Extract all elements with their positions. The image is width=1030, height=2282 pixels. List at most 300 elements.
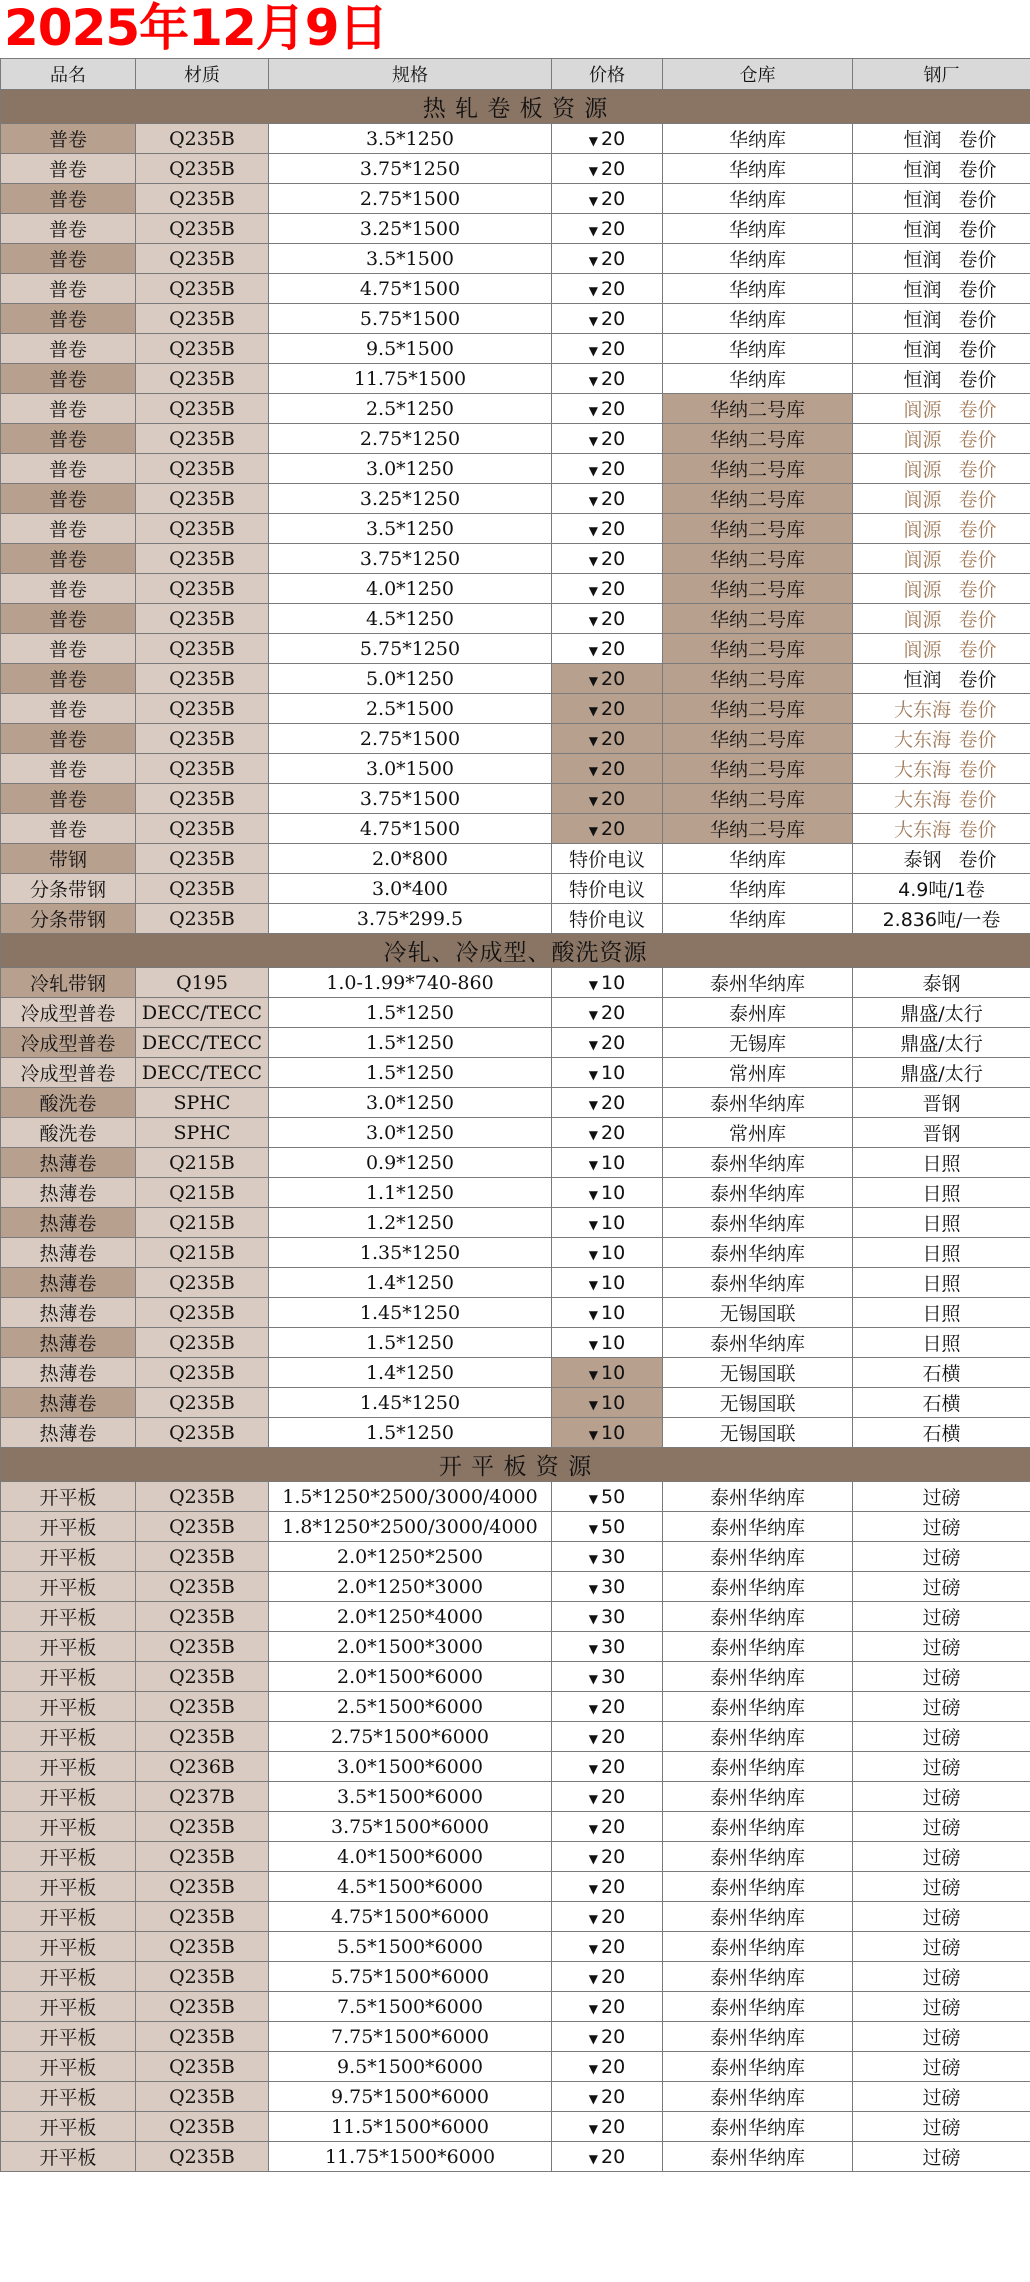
price-value: 30 (601, 1545, 626, 1568)
table-row (1, 2052, 1030, 2082)
material: Q235B (136, 124, 269, 154)
price (552, 1962, 663, 1992)
mill (853, 1058, 1030, 1088)
mill-name: 阆源 (903, 519, 942, 541)
material: DECC/TECC (136, 1028, 269, 1058)
price-value: 20 (601, 757, 626, 780)
down-arrow-icon: ▼ (588, 1307, 599, 1322)
warehouse: 华纳库 (663, 844, 853, 874)
warehouse: 华纳二号库 (663, 544, 853, 574)
price (552, 1872, 663, 1902)
table-row (1, 1298, 1030, 1328)
warehouse: 泰州华纳库 (663, 1208, 853, 1238)
warehouse: 泰州华纳库 (663, 1148, 853, 1178)
product-name: 开平板 (1, 1902, 136, 1932)
header-name: 品名 (1, 59, 136, 90)
price (552, 1512, 663, 1542)
warehouse: 泰州华纳库 (663, 1482, 853, 1512)
price-note: 卷价 (958, 489, 997, 511)
mill (853, 544, 1030, 574)
down-arrow-icon: ▼ (588, 1731, 599, 1746)
product-name: 开平板 (1, 2112, 136, 2142)
mill (853, 1932, 1030, 1962)
down-arrow-icon: ▼ (588, 493, 599, 508)
down-arrow-icon: ▼ (588, 643, 599, 658)
price-value: 10 (601, 1211, 626, 1234)
product-name: 开平板 (1, 1572, 136, 1602)
price-value: 10 (601, 1421, 626, 1444)
product-name: 热薄卷 (1, 1268, 136, 1298)
spec: 2.75*1500 (269, 184, 552, 214)
product-name: 开平板 (1, 1872, 136, 1902)
price (552, 1632, 663, 1662)
product-name: 普卷 (1, 604, 136, 634)
warehouse: 泰州华纳库 (663, 1782, 853, 1812)
mill (853, 1178, 1030, 1208)
price-value: 20 (601, 1845, 626, 1868)
mill-name: 大东海 (893, 759, 951, 781)
price-value: 10 (601, 1061, 626, 1084)
price-note: 卷价 (958, 129, 997, 151)
price-value: 10 (601, 1151, 626, 1174)
warehouse: 华纳库 (663, 214, 853, 244)
price (552, 664, 663, 694)
spec: 1.5*1250 (269, 1028, 552, 1058)
table-row (1, 1178, 1030, 1208)
warehouse: 华纳库 (663, 244, 853, 274)
price-value: 30 (601, 1605, 626, 1628)
price-value: 10 (601, 1241, 626, 1264)
price-value: 10 (601, 971, 626, 994)
warehouse: 无锡国联 (663, 1298, 853, 1328)
price-value: 10 (601, 1391, 626, 1414)
price-value: 20 (601, 1091, 626, 1114)
product-name: 普卷 (1, 634, 136, 664)
spec: 4.5*1250 (269, 604, 552, 634)
mill-name: 日照 (922, 1333, 961, 1355)
table-row (1, 1692, 1030, 1722)
mill (853, 634, 1030, 664)
spec: 1.2*1250 (269, 1208, 552, 1238)
mill-name: 恒润 (903, 189, 942, 211)
material: DECC/TECC (136, 998, 269, 1028)
price-note: 卷价 (958, 729, 997, 751)
product-name: 热薄卷 (1, 1418, 136, 1448)
table-row (1, 274, 1030, 304)
price-value: 30 (601, 1665, 626, 1688)
table-row (1, 1238, 1030, 1268)
table-row (1, 1118, 1030, 1148)
price-value: 20 (601, 607, 626, 630)
mill-name: 恒润 (903, 339, 942, 361)
table-row (1, 2112, 1030, 2142)
material: Q235B (136, 814, 269, 844)
warehouse: 华纳库 (663, 304, 853, 334)
product-name: 普卷 (1, 574, 136, 604)
product-name: 开平板 (1, 1512, 136, 1542)
page-title: 2025年12月9日 (4, 0, 388, 57)
warehouse: 泰州华纳库 (663, 1962, 853, 1992)
down-arrow-icon: ▼ (588, 373, 599, 388)
table-row (1, 214, 1030, 244)
price (552, 1088, 663, 1118)
mill (853, 1118, 1030, 1148)
spec: 3.0*1250 (269, 454, 552, 484)
mill-name: 过磅 (922, 2087, 961, 2109)
spec: 1.8*1250*2500/3000/4000 (269, 1512, 552, 1542)
spec: 4.0*1500*6000 (269, 1842, 552, 1872)
price (552, 1662, 663, 1692)
spec: 3.75*1250 (269, 154, 552, 184)
mill-name: 大东海 (893, 789, 951, 811)
price (552, 2142, 663, 2172)
mill-name: 大东海 (893, 819, 951, 841)
table-row (1, 1388, 1030, 1418)
table-row (1, 1842, 1030, 1872)
price-value: 20 (601, 2085, 626, 2108)
spec: 5.5*1500*6000 (269, 1932, 552, 1962)
warehouse: 华纳库 (663, 154, 853, 184)
warehouse: 华纳库 (663, 904, 853, 934)
price-note: 卷价 (958, 789, 997, 811)
spec: 2.0*1500*6000 (269, 1662, 552, 1692)
table-row (1, 1512, 1030, 1542)
mill-name: 阆源 (903, 459, 942, 481)
product-name: 热薄卷 (1, 1388, 136, 1418)
down-arrow-icon: ▼ (588, 673, 599, 688)
down-arrow-icon: ▼ (588, 1427, 599, 1442)
material: Q215B (136, 1238, 269, 1268)
table-row (1, 664, 1030, 694)
header-mill: 钢厂 (853, 59, 1030, 90)
spec: 3.0*1500*6000 (269, 1752, 552, 1782)
mill (853, 1902, 1030, 1932)
spec: 2.0*1250*3000 (269, 1572, 552, 1602)
mill-name: 日照 (922, 1153, 961, 1175)
price-value: 20 (601, 637, 626, 660)
material: Q235B (136, 2082, 269, 2112)
section-header (1, 90, 1030, 124)
material: Q235B (136, 1902, 269, 1932)
mill-name: 过磅 (922, 2147, 961, 2169)
price (552, 1782, 663, 1812)
material: Q235B (136, 1602, 269, 1632)
mill (853, 1542, 1030, 1572)
product-name: 热薄卷 (1, 1178, 136, 1208)
mill-name: 日照 (922, 1213, 961, 1235)
price-note: 卷价 (958, 219, 997, 241)
price-value: 20 (601, 667, 626, 690)
down-arrow-icon: ▼ (588, 2091, 599, 2106)
mill (853, 1328, 1030, 1358)
down-arrow-icon: ▼ (588, 133, 599, 148)
spec: 11.5*1500*6000 (269, 2112, 552, 2142)
mill-name: 过磅 (922, 1547, 961, 1569)
price-value: 10 (601, 1361, 626, 1384)
material: Q235B (136, 544, 269, 574)
warehouse: 华纳二号库 (663, 724, 853, 754)
warehouse: 泰州华纳库 (663, 1722, 853, 1752)
mill (853, 1722, 1030, 1752)
down-arrow-icon: ▼ (588, 1821, 599, 1836)
price-note: 卷价 (958, 429, 997, 451)
table-row (1, 2142, 1030, 2172)
product-name: 普卷 (1, 274, 136, 304)
warehouse: 华纳二号库 (663, 754, 853, 784)
price-value: 10 (601, 1181, 626, 1204)
warehouse: 华纳二号库 (663, 514, 853, 544)
product-name: 普卷 (1, 724, 136, 754)
mill-name: 日照 (922, 1183, 961, 1205)
product-name: 普卷 (1, 484, 136, 514)
product-name: 普卷 (1, 394, 136, 424)
price-value: 20 (601, 1031, 626, 1054)
mill-name: 阆源 (903, 639, 942, 661)
warehouse: 泰州华纳库 (663, 968, 853, 998)
spec: 1.35*1250 (269, 1238, 552, 1268)
mill-name: 过磅 (922, 1997, 961, 2019)
product-name: 开平板 (1, 1992, 136, 2022)
mill-name: 阆源 (903, 609, 942, 631)
material: Q235B (136, 454, 269, 484)
mill (853, 1872, 1030, 1902)
material: Q215B (136, 1148, 269, 1178)
table-row (1, 1872, 1030, 1902)
price (552, 124, 663, 154)
product-name: 开平板 (1, 2142, 136, 2172)
spec: 4.75*1500 (269, 274, 552, 304)
table-row (1, 1902, 1030, 1932)
material: Q235B (136, 2022, 269, 2052)
price-value: 20 (601, 2055, 626, 2078)
mill-name: 石横 (922, 1393, 961, 1415)
price: 特价电议 (552, 874, 663, 904)
spec: 1.5*1250*2500/3000/4000 (269, 1482, 552, 1512)
price (552, 694, 663, 724)
price (552, 754, 663, 784)
price-value: 20 (601, 187, 626, 210)
down-arrow-icon: ▼ (588, 1397, 599, 1412)
mill (853, 1962, 1030, 1992)
material: Q235B (136, 604, 269, 634)
mill-name: 恒润 (903, 309, 942, 331)
warehouse: 华纳二号库 (663, 484, 853, 514)
warehouse: 泰州华纳库 (663, 2052, 853, 2082)
price-note: 卷价 (958, 759, 997, 781)
mill-name: 石横 (922, 1423, 961, 1445)
material: SPHC (136, 1088, 269, 1118)
price-value: 20 (601, 217, 626, 240)
mill-name: 过磅 (922, 1667, 961, 1689)
material: Q235B (136, 1722, 269, 1752)
price (552, 1692, 663, 1722)
warehouse: 华纳二号库 (663, 574, 853, 604)
price (552, 1842, 663, 1872)
table-row (1, 998, 1030, 1028)
mill (853, 334, 1030, 364)
product-name: 开平板 (1, 2022, 136, 2052)
down-arrow-icon: ▼ (588, 1187, 599, 1202)
spec: 2.0*1500*3000 (269, 1632, 552, 1662)
material: Q235B (136, 1932, 269, 1962)
down-arrow-icon: ▼ (588, 1881, 599, 1896)
price (552, 968, 663, 998)
price-value: 20 (601, 277, 626, 300)
price (552, 2052, 663, 2082)
warehouse: 华纳库 (663, 874, 853, 904)
price (552, 1208, 663, 1238)
product-name: 开平板 (1, 1962, 136, 1992)
material: Q235B (136, 1992, 269, 2022)
price-value: 20 (601, 1725, 626, 1748)
down-arrow-icon: ▼ (588, 1277, 599, 1292)
warehouse: 泰州华纳库 (663, 1572, 853, 1602)
table-row (1, 1752, 1030, 1782)
mill-name: 晋钢 (922, 1123, 961, 1145)
table-row (1, 424, 1030, 454)
table-row (1, 1482, 1030, 1512)
price-value: 20 (601, 577, 626, 600)
material: Q235B (136, 844, 269, 874)
price-note: 卷价 (958, 669, 997, 691)
mill (853, 184, 1030, 214)
price-note: 卷价 (958, 309, 997, 331)
warehouse: 泰州华纳库 (663, 2022, 853, 2052)
warehouse: 泰州华纳库 (663, 1902, 853, 1932)
price-note: 卷价 (958, 279, 997, 301)
mill (853, 304, 1030, 334)
mill-name: 过磅 (922, 1907, 961, 1929)
product-name: 酸洗卷 (1, 1118, 136, 1148)
spec: 1.0-1.99*740-860 (269, 968, 552, 998)
down-arrow-icon: ▼ (588, 1097, 599, 1112)
product-name: 带钢 (1, 844, 136, 874)
down-arrow-icon: ▼ (588, 1641, 599, 1656)
mill-name: 过磅 (922, 1817, 961, 1839)
warehouse: 泰州华纳库 (663, 1178, 853, 1208)
price (552, 724, 663, 754)
down-arrow-icon: ▼ (588, 823, 599, 838)
material: Q235B (136, 1388, 269, 1418)
mill (853, 124, 1030, 154)
price (552, 1238, 663, 1268)
material: Q235B (136, 154, 269, 184)
price-value: 30 (601, 1575, 626, 1598)
material: Q215B (136, 1208, 269, 1238)
price-value: 20 (601, 2025, 626, 2048)
price-value: 20 (601, 787, 626, 810)
spec: 1.4*1250 (269, 1358, 552, 1388)
table-row (1, 1542, 1030, 1572)
product-name: 普卷 (1, 784, 136, 814)
price (552, 2022, 663, 2052)
material: Q235B (136, 1962, 269, 1992)
spec: 9.5*1500*6000 (269, 2052, 552, 2082)
down-arrow-icon: ▼ (588, 2001, 599, 2016)
price-value: 10 (601, 1331, 626, 1354)
down-arrow-icon: ▼ (588, 1037, 599, 1052)
mill-name: 阆源 (903, 399, 942, 421)
price-value: 20 (601, 2145, 626, 2168)
down-arrow-icon: ▼ (588, 1941, 599, 1956)
down-arrow-icon: ▼ (588, 553, 599, 568)
price-value: 20 (601, 1001, 626, 1024)
mill (853, 1782, 1030, 1812)
mill-name: 过磅 (922, 1487, 961, 1509)
spec: 4.75*1500*6000 (269, 1902, 552, 1932)
product-name: 普卷 (1, 304, 136, 334)
down-arrow-icon: ▼ (588, 1247, 599, 1262)
warehouse: 泰州华纳库 (663, 1632, 853, 1662)
down-arrow-icon: ▼ (588, 1551, 599, 1566)
material: SPHC (136, 1118, 269, 1148)
price-value: 20 (601, 457, 626, 480)
price (552, 1418, 663, 1448)
mill (853, 1298, 1030, 1328)
spec: 3.25*1500 (269, 214, 552, 244)
mill-name: 大东海 (893, 729, 951, 751)
price (552, 1902, 663, 1932)
mill-name: 过磅 (922, 1937, 961, 1959)
price-value: 20 (601, 487, 626, 510)
down-arrow-icon: ▼ (588, 1157, 599, 1172)
price (552, 484, 663, 514)
mill (853, 1842, 1030, 1872)
down-arrow-icon: ▼ (588, 703, 599, 718)
warehouse: 泰州华纳库 (663, 1512, 853, 1542)
product-name: 冷成型普卷 (1, 1058, 136, 1088)
spec: 3.5*1250 (269, 124, 552, 154)
material: DECC/TECC (136, 1058, 269, 1088)
warehouse: 常州库 (663, 1058, 853, 1088)
product-name: 分条带钢 (1, 874, 136, 904)
price: 特价电议 (552, 904, 663, 934)
table-row (1, 1088, 1030, 1118)
spec: 7.75*1500*6000 (269, 2022, 552, 2052)
table-row (1, 604, 1030, 634)
mill (853, 1752, 1030, 1782)
mill-name: 恒润 (903, 279, 942, 301)
price (552, 604, 663, 634)
price (552, 214, 663, 244)
mill (853, 724, 1030, 754)
price-value: 20 (601, 817, 626, 840)
product-name: 开平板 (1, 2082, 136, 2112)
material: Q235B (136, 1632, 269, 1662)
mill (853, 1208, 1030, 1238)
price (552, 514, 663, 544)
spec: 2.75*1500 (269, 724, 552, 754)
price (552, 454, 663, 484)
product-name: 分条带钢 (1, 904, 136, 934)
mill (853, 394, 1030, 424)
spec: 7.5*1500*6000 (269, 1992, 552, 2022)
spec: 2.5*1500*6000 (269, 1692, 552, 1722)
material: Q235B (136, 574, 269, 604)
warehouse: 泰州华纳库 (663, 1542, 853, 1572)
price (552, 1268, 663, 1298)
price (552, 1388, 663, 1418)
table-row (1, 1208, 1030, 1238)
down-arrow-icon: ▼ (588, 793, 599, 808)
product-name: 开平板 (1, 1722, 136, 1752)
price-value: 20 (601, 547, 626, 570)
material: Q235B (136, 1662, 269, 1692)
product-name: 热薄卷 (1, 1328, 136, 1358)
mill (853, 2112, 1030, 2142)
section-header (1, 934, 1030, 968)
warehouse: 华纳二号库 (663, 424, 853, 454)
